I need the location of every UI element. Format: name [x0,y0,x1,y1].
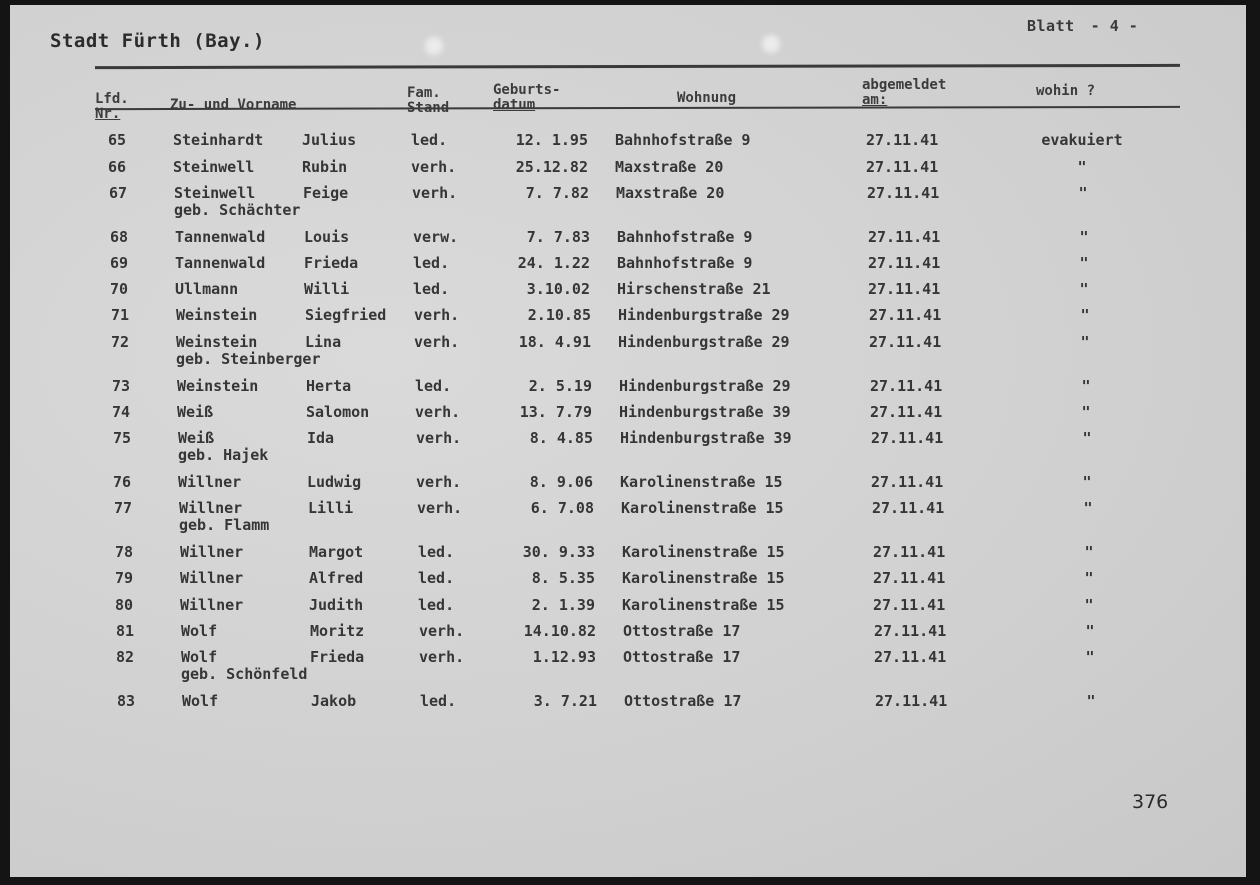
surname: Steinwell [173,158,255,176]
destination: " [1079,228,1089,246]
destination: " [1081,403,1091,421]
destination: " [1085,622,1095,640]
destination: " [1077,158,1087,176]
maiden-name: geb. Schönfeld [181,665,308,683]
row-number: 83 [117,692,136,710]
blatt-label: Blatt [1027,17,1075,35]
address: Ottostraße 17 [623,648,741,666]
col-header-wohin: wohin ? [1036,83,1096,99]
marital-status: led. [411,131,448,149]
row-number: 77 [114,499,133,517]
row-number: 81 [116,622,135,640]
surname: Wolf [182,692,219,710]
row-number: 76 [113,473,132,491]
deregistered-date: 27.11.41 [871,473,944,491]
marital-status: verh. [419,622,465,640]
firstname: Frieda [310,648,365,666]
row-number: 70 [110,280,129,298]
marital-status: led. [413,280,450,298]
birth-date: 8. 4.85 [529,429,593,447]
birth-date: 13. 7.79 [519,403,592,421]
birth-date: 30. 9.33 [522,543,595,561]
surname: Willner [179,499,243,517]
destination: " [1086,692,1096,710]
surname: Willner [178,473,242,491]
address: Hindenburgstraße 39 [620,429,792,447]
col-header-geburtsdatum: Geburts- datum [493,82,561,113]
deregistered-date: 27.11.41 [871,429,944,447]
firstname: Lilli [308,499,354,517]
deregistered-date: 27.11.41 [873,596,946,614]
birth-date: 6. 7.08 [530,499,594,517]
address: Karolinenstraße 15 [620,473,783,491]
address: Bahnhofstraße 9 [617,254,753,272]
deregistered-date: 27.11.41 [873,569,946,587]
birth-date: 14.10.82 [523,622,596,640]
address: Hindenburgstraße 29 [618,333,790,351]
row-number: 78 [115,543,134,561]
maiden-name: geb. Schächter [174,201,301,219]
firstname: Jakob [311,692,357,710]
col-header-wohnung: Wohnung [677,90,737,106]
birth-date: 7. 7.82 [525,184,589,202]
marital-status: verh. [415,403,461,421]
destination: " [1084,596,1094,614]
destination: " [1082,429,1092,447]
firstname: Herta [306,377,352,395]
destination: " [1084,543,1094,561]
deregistered-date: 27.11.41 [875,692,948,710]
firstname: Julius [302,131,357,149]
table-row [19,693,1255,737]
destination: " [1079,280,1089,298]
row-number: 71 [111,306,130,324]
destination: evakuiert [1041,131,1123,149]
address: Karolinenstraße 15 [622,543,785,561]
destination: " [1082,473,1092,491]
address: Bahnhofstraße 9 [615,131,751,149]
deregistered-date: 27.11.41 [868,254,941,272]
light-spot [425,37,443,55]
deregistered-date: 27.11.41 [869,306,942,324]
row-number: 73 [112,377,131,395]
destination: " [1081,377,1091,395]
birth-date: 12. 1.95 [515,131,588,149]
col-header-lfd-nr: Lfd. Nr. [95,91,129,122]
birth-date: 2.10.85 [527,306,591,324]
row-number: 67 [109,184,128,202]
birth-date: 8. 5.35 [531,569,595,587]
header-top-rule [95,64,1180,69]
marital-status: verh. [417,499,463,517]
col-header-abgemeldet: abgemeldet am: [862,77,947,108]
sheet-number [1027,17,1138,35]
marital-status: verh. [412,184,458,202]
firstname: Judith [309,596,364,614]
marital-status: verh. [419,648,465,666]
birth-date: 3. 7.21 [533,692,597,710]
address: Ottostraße 17 [623,622,741,640]
birth-date: 3.10.02 [526,280,590,298]
deregistered-date: 27.11.41 [873,543,946,561]
light-spot [762,35,780,53]
address: Maxstraße 20 [616,184,725,202]
deregistered-date: 27.11.41 [869,333,942,351]
deregistered-date: 27.11.41 [866,158,939,176]
marital-status: led. [413,254,450,272]
address: Karolinenstraße 15 [622,569,785,587]
marital-status: verh. [411,158,457,176]
city-title: Stadt Fürth (Bay.) [50,30,265,52]
firstname: Frieda [304,254,359,272]
deregistered-date: 27.11.41 [872,499,945,517]
col-header-fam-stand: Fam. Stand [407,85,450,116]
birth-date: 2. 1.39 [531,596,595,614]
address: Hindenburgstraße 29 [619,377,791,395]
firstname: Margot [309,543,364,561]
birth-date: 2. 5.19 [528,377,592,395]
maiden-name: geb. Hajek [178,446,269,464]
marital-status: verh. [414,333,460,351]
row-number: 72 [111,333,130,351]
deregistered-date: 27.11.41 [874,648,947,666]
destination: " [1083,499,1093,517]
surname: Tannenwald [175,228,266,246]
address: Hindenburgstraße 29 [618,306,790,324]
maiden-name: geb. Steinberger [176,350,321,368]
firstname: Salomon [306,403,370,421]
marital-status: led. [418,543,455,561]
table-row [18,649,1254,693]
address: Karolinenstraße 15 [622,596,785,614]
firstname: Rubin [302,158,348,176]
firstname: Siegfried [305,306,387,324]
birth-date: 24. 1.22 [517,254,590,272]
row-number: 69 [110,254,129,272]
surname: Wolf [181,622,218,640]
maiden-name: geb. Flamm [179,516,270,534]
address: Ottostraße 17 [624,692,742,710]
marital-status: verh. [416,473,462,491]
row-number: 66 [108,158,127,176]
row-number: 82 [116,648,135,666]
row-number: 75 [113,429,132,447]
surname: Willner [180,543,244,561]
surname: Weiß [178,429,215,447]
address: Karolinenstraße 15 [621,499,784,517]
deregistered-date: 27.11.41 [870,403,943,421]
address: Bahnhofstraße 9 [617,228,753,246]
surname: Weinstein [176,306,258,324]
destination: " [1085,648,1095,666]
address: Hindenburgstraße 39 [619,403,791,421]
firstname: Ludwig [307,473,362,491]
row-number: 74 [112,403,131,421]
firstname: Lina [305,333,342,351]
table-row [16,500,1252,544]
marital-status: verh. [416,429,462,447]
surname: Wolf [181,648,218,666]
address: Maxstraße 20 [615,158,724,176]
marital-status: led. [415,377,452,395]
address: Hirschenstraße 21 [617,280,771,298]
document-sheet [10,5,1246,877]
row-number: 68 [110,228,129,246]
marital-status: led. [420,692,457,710]
surname: Weinstein [177,377,259,395]
blatt-number: - 4 - [1090,17,1139,35]
surname: Weinstein [176,333,258,351]
destination: " [1078,184,1088,202]
row-number: 79 [115,569,134,587]
destination: " [1079,254,1089,272]
row-number: 65 [108,131,127,149]
firstname: Alfred [309,569,364,587]
destination: " [1084,569,1094,587]
destination: " [1080,333,1090,351]
surname: Steinwell [174,184,256,202]
deregistered-date: 27.11.41 [867,184,940,202]
firstname: Willi [304,280,350,298]
birth-date: 7. 7.83 [526,228,590,246]
surname: Willner [180,569,244,587]
firstname: Louis [304,228,350,246]
marital-status: verh. [414,306,460,324]
table-row [11,185,1247,229]
col-header-name: Zu- und Vorname [170,97,297,113]
surname: Steinhardt [173,131,264,149]
birth-date: 8. 9.06 [529,473,593,491]
firstname: Feige [303,184,349,202]
deregistered-date: 27.11.41 [868,280,941,298]
page-number: 376 [1132,791,1169,813]
marital-status: led. [418,596,455,614]
marital-status: verw. [413,228,459,246]
deregistered-date: 27.11.41 [868,228,941,246]
birth-date: 18. 4.91 [518,333,591,351]
destination: " [1080,306,1090,324]
row-number: 80 [115,596,134,614]
firstname: Ida [307,429,335,447]
surname: Willner [180,596,244,614]
surname: Tannenwald [175,254,266,272]
table-row [15,430,1251,474]
deregistered-date: 27.11.41 [870,377,943,395]
table-row [13,334,1249,378]
firstname: Moritz [310,622,365,640]
surname: Ullmann [175,280,239,298]
deregistered-date: 27.11.41 [874,622,947,640]
birth-date: 25.12.82 [515,158,588,176]
birth-date: 1.12.93 [532,648,596,666]
surname: Weiß [177,403,214,421]
marital-status: led. [418,569,455,587]
deregistered-date: 27.11.41 [866,131,939,149]
